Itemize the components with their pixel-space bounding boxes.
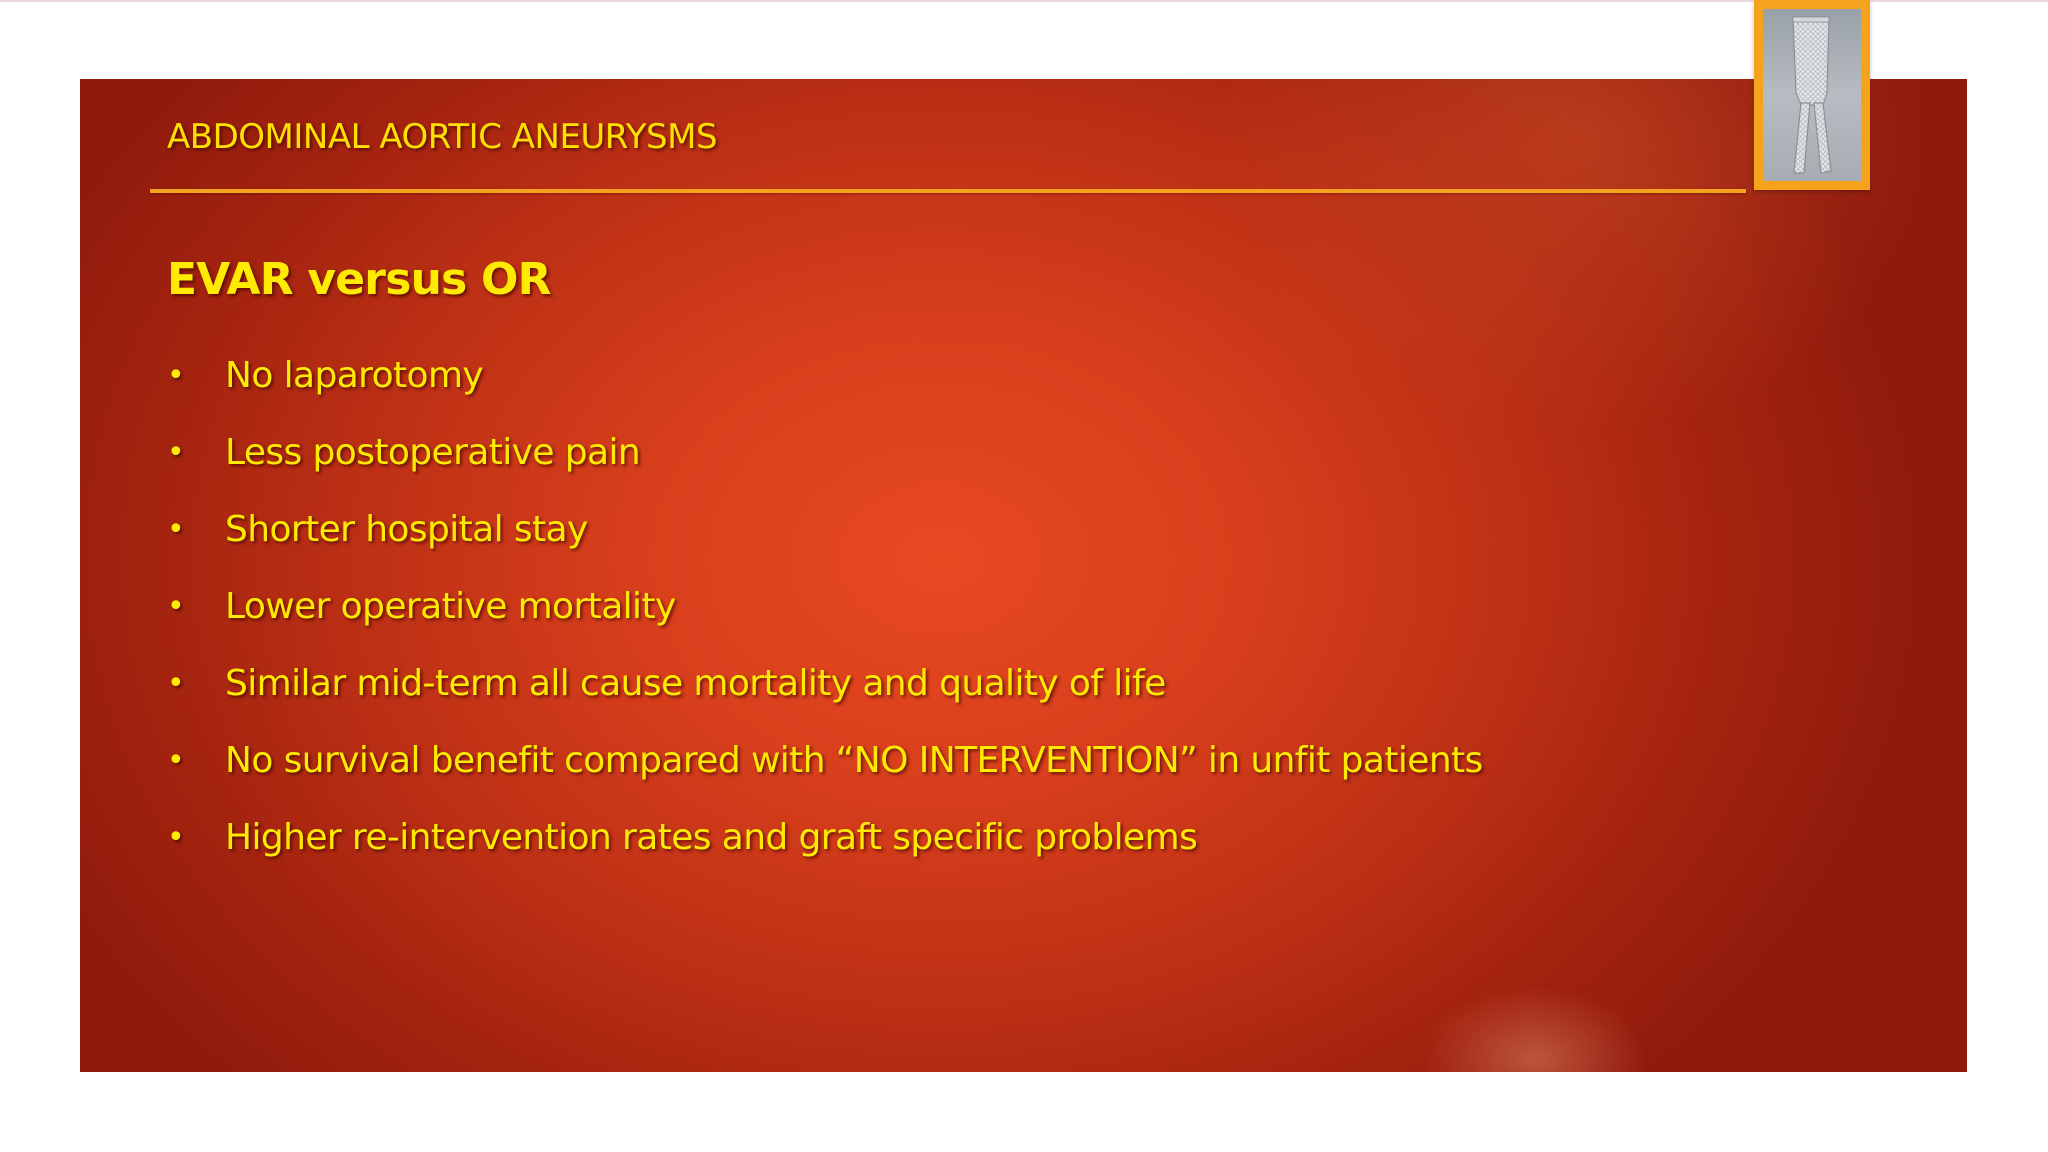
slide-title: EVAR versus OR bbox=[167, 254, 551, 305]
bullet-text: No laparotomy bbox=[225, 355, 484, 396]
header-rule bbox=[150, 189, 1746, 193]
bullet-icon: • bbox=[167, 820, 185, 855]
bullet-icon: • bbox=[167, 743, 185, 778]
bullet-text: Less postoperative pain bbox=[225, 432, 641, 473]
bullet-text: Similar mid-term all cause mortality and quality of life bbox=[225, 663, 1166, 704]
slide bbox=[80, 79, 1967, 1072]
bullet-text: No survival benefit compared with “NO INTERVENTION” in unfit patients bbox=[225, 740, 1483, 781]
bullet-icon: • bbox=[167, 435, 185, 470]
bullet-icon: • bbox=[167, 358, 185, 393]
bullet-text: Higher re-intervention rates and graft specific problems bbox=[225, 817, 1198, 858]
bullet-icon: • bbox=[167, 589, 185, 624]
slide-header: ABDOMINAL AORTIC ANEURYSMS bbox=[167, 117, 718, 157]
bullet-icon: • bbox=[167, 666, 185, 701]
bullet-text: Shorter hospital stay bbox=[225, 509, 588, 550]
bullet-text: Lower operative mortality bbox=[225, 586, 676, 627]
stent-graft-svg bbox=[1763, 9, 1861, 181]
stent-graft-icon bbox=[1763, 9, 1861, 181]
bullet-icon: • bbox=[167, 512, 185, 547]
top-divider bbox=[0, 0, 2048, 2]
stent-graft-thumbnail bbox=[1754, 0, 1870, 190]
